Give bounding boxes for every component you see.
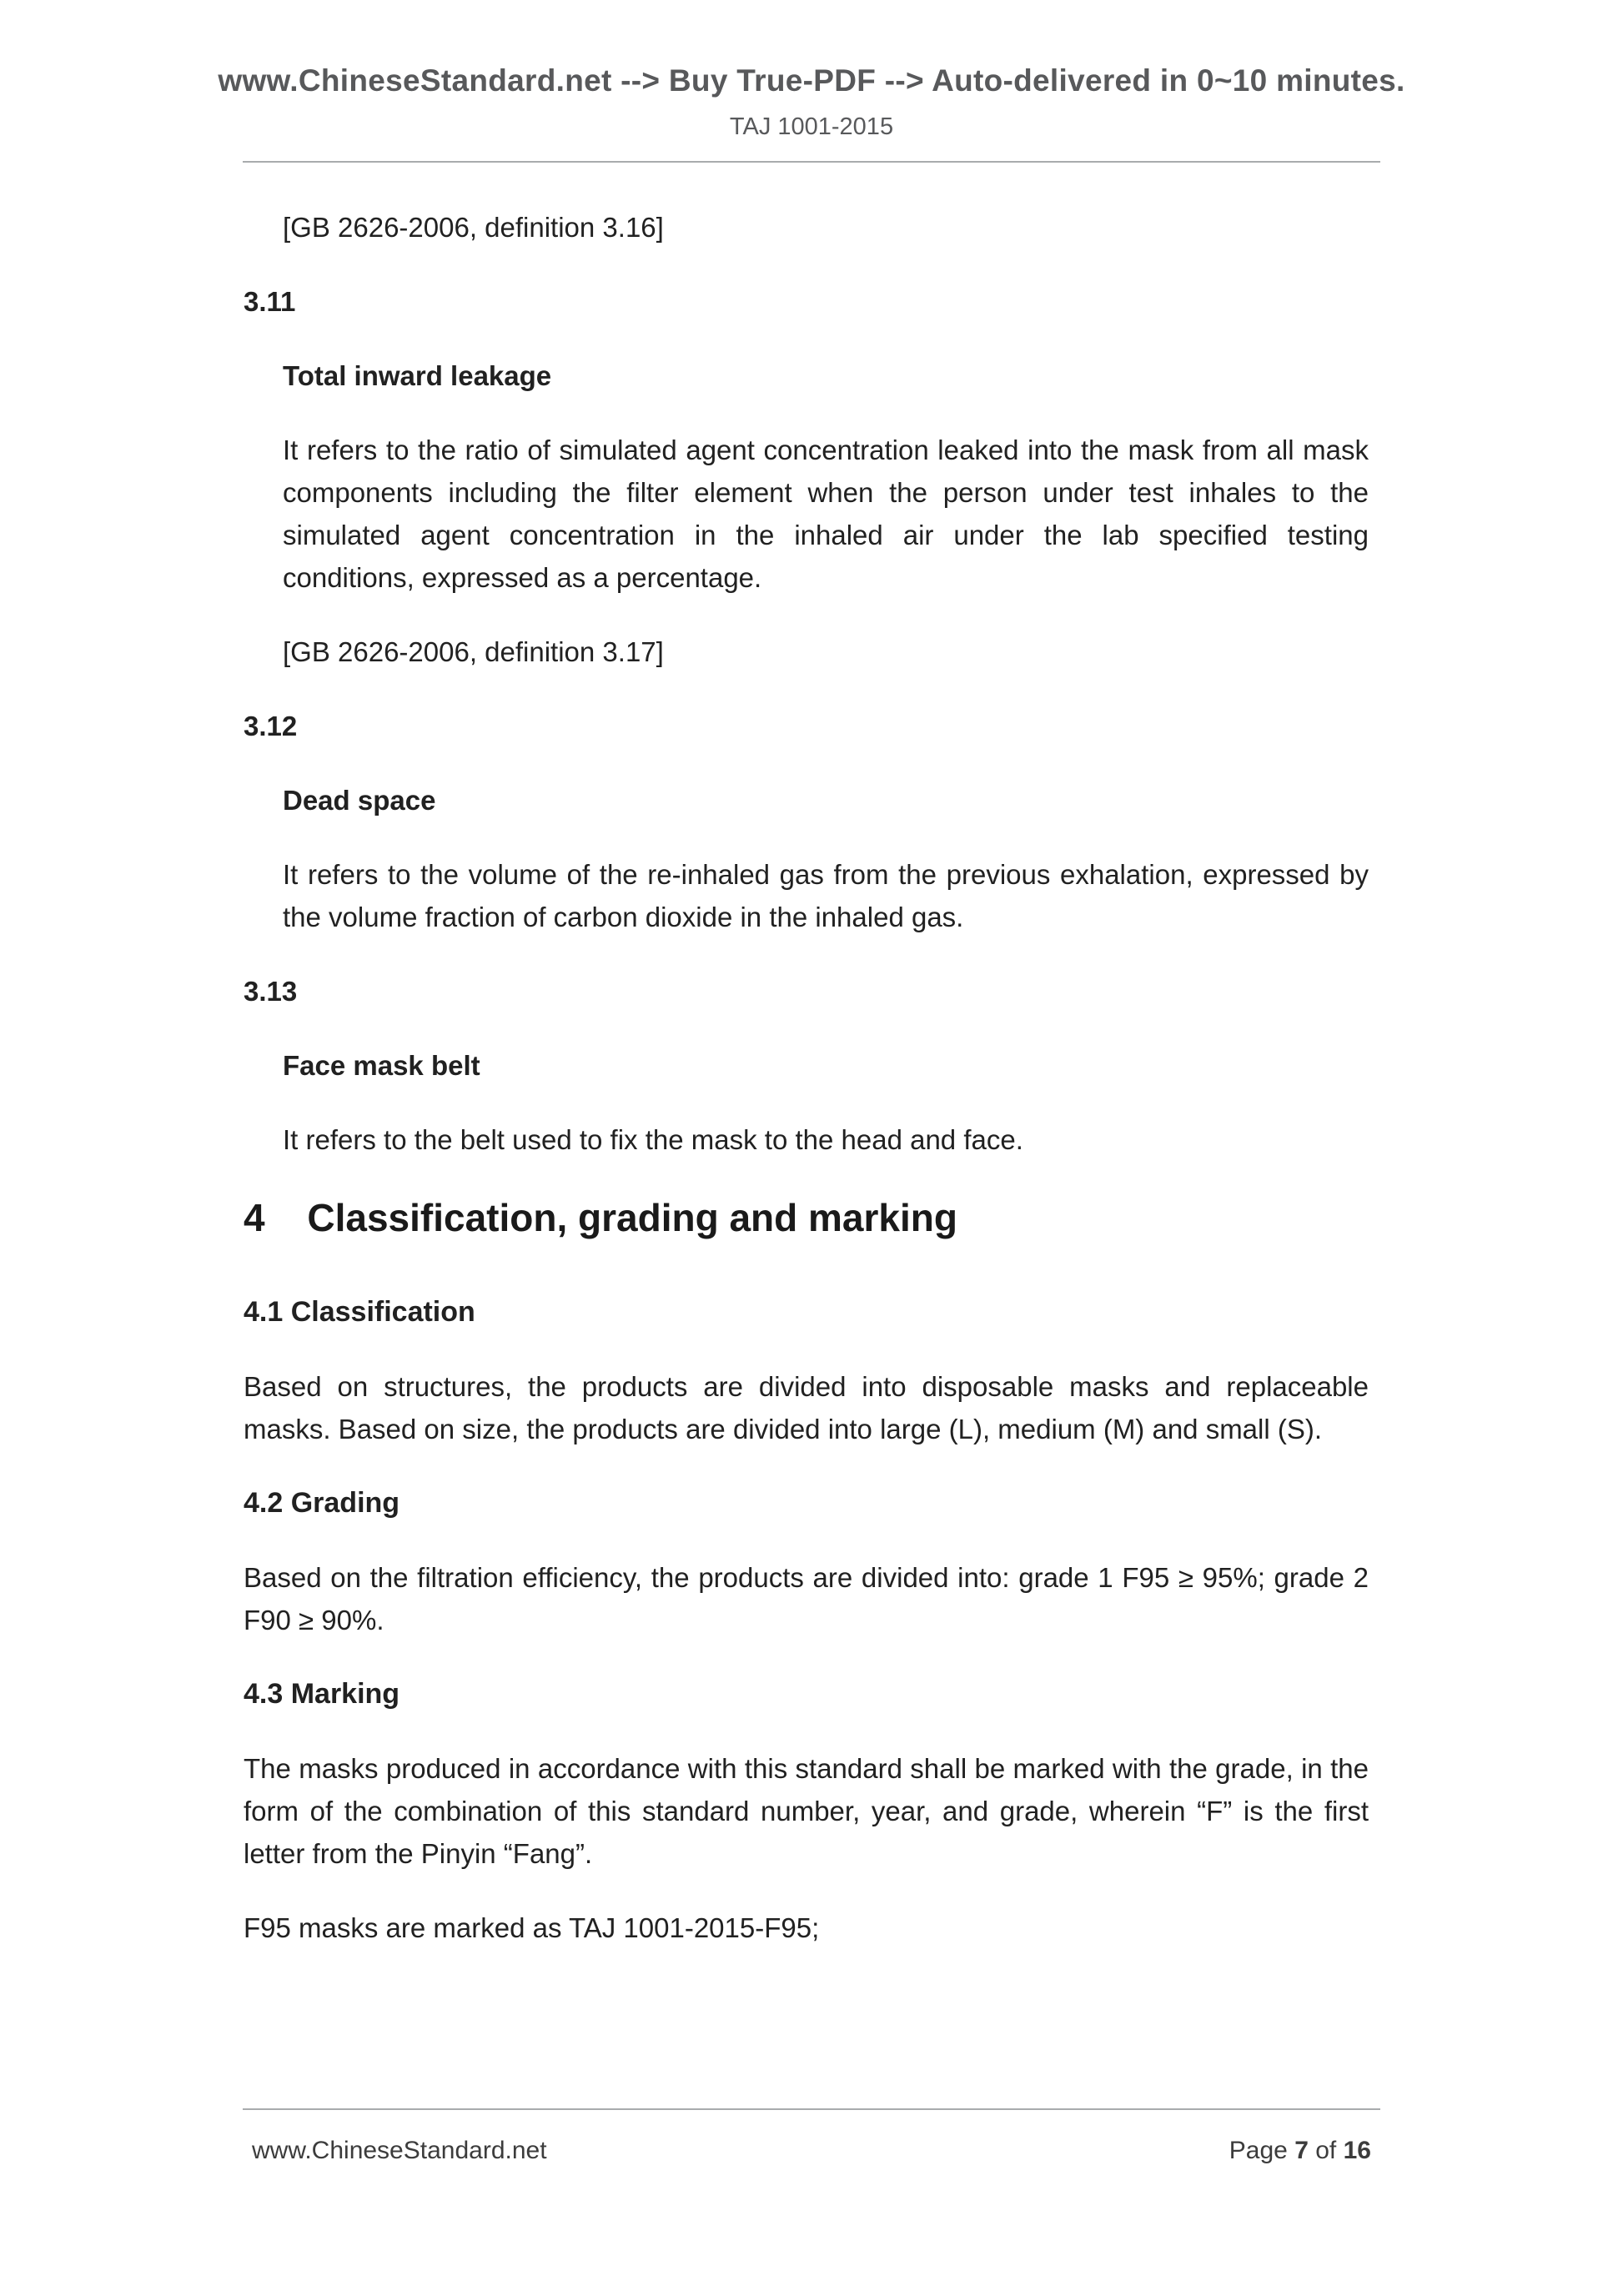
section-number-3-12: 3.12 (244, 711, 298, 741)
footer-row (0, 2137, 1623, 2165)
reference-gb-2626-3-16: [GB 2626-2006, definition 3.16] (283, 212, 664, 243)
header-promo-text: www.ChineseStandard.net --> Buy True-PDF --> Auto-delivered in 0~10 minutes. (218, 63, 1405, 98)
header-doc-number: TAJ 1001-2015 (729, 113, 894, 140)
section-title-3-12: Dead space (283, 785, 436, 816)
footer-divider (243, 2108, 1380, 2110)
section-number-3-11: 3.11 (244, 286, 296, 317)
footer-page-indicator (1229, 2137, 1371, 2165)
chapter-4-heading (244, 1193, 1369, 1243)
section-title-3-11: Total inward leakage (283, 360, 552, 391)
section-heading-4-1: 4.1 Classification (244, 1296, 475, 1328)
chapter-4-number: 4 (244, 1196, 265, 1239)
section-note-4-3: F95 masks are marked as TAJ 1001-2015-F95; (244, 1912, 820, 1943)
page-footer (0, 2108, 1623, 2165)
section-body-4-1: Based on structures, the products are divided into disposable masks and replaceable masks. Based on size, the products are divided into large (L), medium (M) and small (S). (244, 1371, 1369, 1444)
chapter-4-title: Classification, grading and marking (307, 1196, 957, 1239)
section-title-3-13: Face mask belt (283, 1050, 480, 1081)
section-heading-4-3: 4.3 Marking (244, 1678, 400, 1710)
footer-of-label: of (1315, 2137, 1337, 2164)
section-body-4-3: The masks produced in accordance with this standard shall be marked with the grade, in the form of the combination of this standard number, year, and grade, wherein “F” is the first letter from the Pinyin “Fang”. (244, 1753, 1369, 1869)
reference-gb-2626-3-17: [GB 2626-2006, definition 3.17] (283, 636, 664, 667)
section-body-3-13: It refers to the belt used to fix the mask to the head and face. (283, 1124, 1023, 1155)
section-heading-4-2: 4.2 Grading (244, 1487, 400, 1519)
section-body-3-12: It refers to the volume of the re-inhaled gas from the previous exhalation, expressed by the volume fraction of carbon dioxide in the inhaled gas. (283, 859, 1369, 932)
section-number-3-13: 3.13 (244, 976, 298, 1007)
document-content (244, 163, 1369, 1949)
footer-page-number: 7 (1294, 2137, 1309, 2164)
footer-page-label: Page (1229, 2137, 1288, 2164)
page-header (0, 0, 1623, 163)
footer-page-total: 16 (1343, 2137, 1371, 2164)
footer-site-name: www.ChineseStandard.net (252, 2137, 547, 2164)
section-body-3-11: It refers to the ratio of simulated agent concentration leaked into the mask from all mask components including the filter element when the person under test inhales to the simulated agent concentration in the inhaled air under the lab specified testing conditions, expressed as a percentage. (283, 435, 1369, 593)
section-body-4-2: Based on the filtration efficiency, the products are divided into: grade 1 F95 ≥ 95%; grade 2 F90 ≥ 90%. (244, 1562, 1369, 1635)
